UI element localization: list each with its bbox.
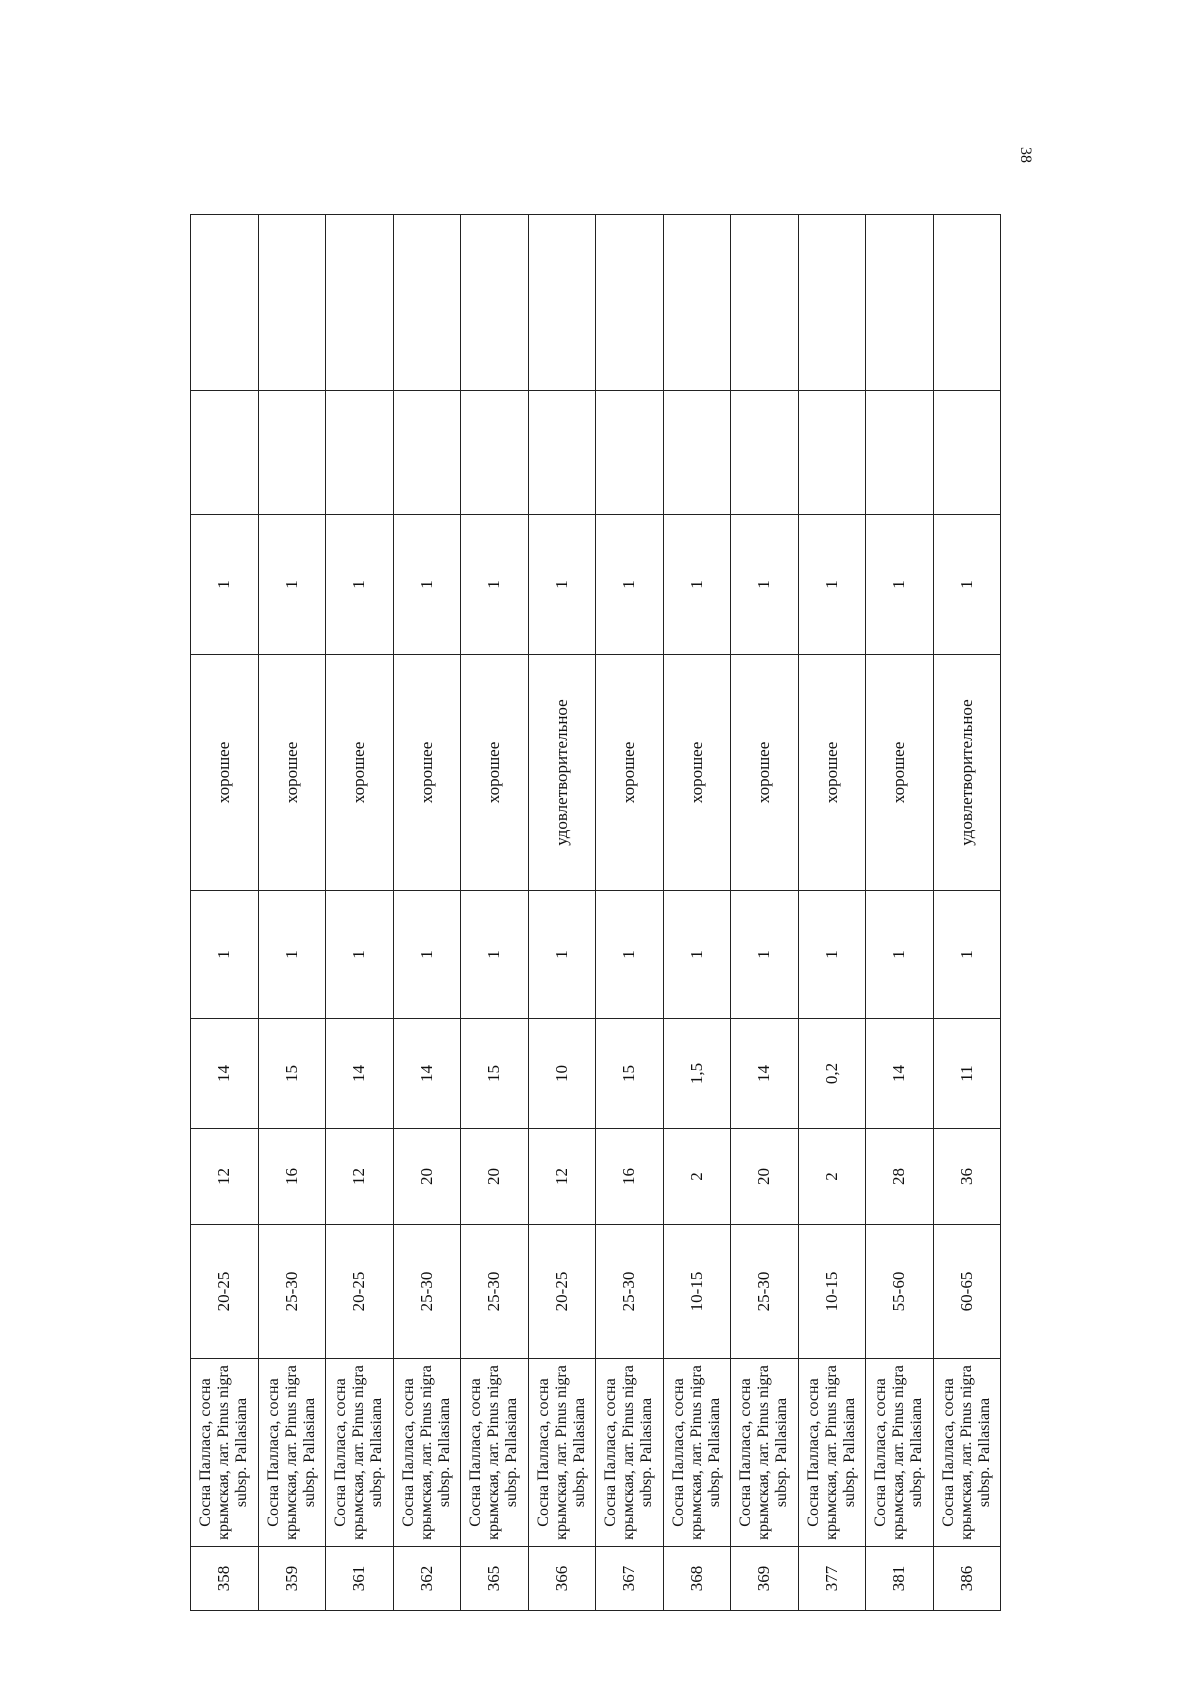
- tree-number-cell: 358: [191, 1547, 259, 1611]
- condition-cell: хорошее: [731, 655, 799, 891]
- diameter-cell: 15: [461, 1019, 529, 1129]
- empty-cell: [191, 391, 259, 515]
- count-cell: 1: [393, 891, 461, 1019]
- table-row: [528, 215, 596, 1611]
- empty-cell: [866, 391, 934, 515]
- notes-cell: [866, 215, 934, 391]
- condition-cell: хорошее: [596, 655, 664, 891]
- notes-cell: [393, 215, 461, 391]
- tree-number-cell: 368: [663, 1547, 731, 1611]
- species-name-cell: Сосна Палласа, сосна крымская, лат. Pinus nigra subsp. Pallasiana: [663, 1359, 731, 1547]
- table-row: [866, 215, 934, 1611]
- age-cell: 25-30: [393, 1225, 461, 1359]
- species-name-cell: Сосна Палласа, сосна крымская, лат. Pinus nigra subsp. Pallasiana: [798, 1359, 866, 1547]
- quantity-cell: 1: [731, 515, 799, 655]
- age-cell: 10-15: [663, 1225, 731, 1359]
- quantity-cell: 1: [326, 515, 394, 655]
- height-cell: 2: [663, 1129, 731, 1225]
- height-cell: 20: [461, 1129, 529, 1225]
- table-row: [933, 215, 1001, 1611]
- empty-cell: [393, 391, 461, 515]
- condition-cell: хорошее: [326, 655, 394, 891]
- notes-cell: [596, 215, 664, 391]
- tree-inventory-table: [190, 214, 1001, 1611]
- condition-cell: хорошее: [663, 655, 731, 891]
- count-cell: 1: [258, 891, 326, 1019]
- count-cell: 1: [933, 891, 1001, 1019]
- quantity-cell: 1: [663, 515, 731, 655]
- diameter-cell: 0,2: [798, 1019, 866, 1129]
- tree-number-cell: 361: [326, 1547, 394, 1611]
- table-row: [798, 215, 866, 1611]
- count-cell: 1: [731, 891, 799, 1019]
- quantity-cell: 1: [596, 515, 664, 655]
- species-name-cell: Сосна Палласа, сосна крымская, лат. Pinus nigra subsp. Pallasiana: [528, 1359, 596, 1547]
- notes-cell: [528, 215, 596, 391]
- height-cell: 12: [528, 1129, 596, 1225]
- height-cell: 2: [798, 1129, 866, 1225]
- age-cell: 25-30: [596, 1225, 664, 1359]
- diameter-cell: 10: [528, 1019, 596, 1129]
- diameter-cell: 14: [191, 1019, 259, 1129]
- empty-cell: [528, 391, 596, 515]
- condition-cell: удовлетворительное: [933, 655, 1001, 891]
- condition-cell: хорошее: [461, 655, 529, 891]
- age-cell: 20-25: [191, 1225, 259, 1359]
- diameter-cell: 14: [866, 1019, 934, 1129]
- species-name-cell: Сосна Палласа, сосна крымская, лат. Pinus nigra subsp. Pallasiana: [596, 1359, 664, 1547]
- empty-cell: [731, 391, 799, 515]
- condition-cell: хорошее: [866, 655, 934, 891]
- table-row: [596, 215, 664, 1611]
- condition-cell: хорошее: [191, 655, 259, 891]
- notes-cell: [191, 215, 259, 391]
- quantity-cell: 1: [191, 515, 259, 655]
- empty-cell: [258, 391, 326, 515]
- diameter-cell: 14: [731, 1019, 799, 1129]
- notes-cell: [258, 215, 326, 391]
- tree-number-cell: 386: [933, 1547, 1001, 1611]
- count-cell: 1: [798, 891, 866, 1019]
- age-cell: 20-25: [528, 1225, 596, 1359]
- table-row: [258, 215, 326, 1611]
- page-number: 38: [1017, 147, 1034, 163]
- species-name-cell: Сосна Палласа, сосна крымская, лат. Pinus nigra subsp. Pallasiana: [326, 1359, 394, 1547]
- age-cell: 25-30: [258, 1225, 326, 1359]
- age-cell: 55-60: [866, 1225, 934, 1359]
- count-cell: 1: [866, 891, 934, 1019]
- count-cell: 1: [461, 891, 529, 1019]
- table-row: [663, 215, 731, 1611]
- tree-number-cell: 381: [866, 1547, 934, 1611]
- age-cell: 20-25: [326, 1225, 394, 1359]
- condition-cell: хорошее: [258, 655, 326, 891]
- height-cell: 12: [191, 1129, 259, 1225]
- age-cell: 25-30: [731, 1225, 799, 1359]
- empty-cell: [461, 391, 529, 515]
- count-cell: 1: [191, 891, 259, 1019]
- age-cell: 60-65: [933, 1225, 1001, 1359]
- quantity-cell: 1: [798, 515, 866, 655]
- tree-number-cell: 367: [596, 1547, 664, 1611]
- notes-cell: [663, 215, 731, 391]
- diameter-cell: 14: [326, 1019, 394, 1129]
- count-cell: 1: [663, 891, 731, 1019]
- notes-cell: [461, 215, 529, 391]
- quantity-cell: 1: [933, 515, 1001, 655]
- tree-number-cell: 365: [461, 1547, 529, 1611]
- empty-cell: [798, 391, 866, 515]
- quantity-cell: 1: [528, 515, 596, 655]
- species-name-cell: Сосна Палласа, сосна крымская, лат. Pinus nigra subsp. Pallasiana: [933, 1359, 1001, 1547]
- notes-cell: [326, 215, 394, 391]
- table-row: [461, 215, 529, 1611]
- species-name-cell: Сосна Палласа, сосна крымская, лат. Pinus nigra subsp. Pallasiana: [393, 1359, 461, 1547]
- height-cell: 36: [933, 1129, 1001, 1225]
- tree-number-cell: 369: [731, 1547, 799, 1611]
- tree-number-cell: 377: [798, 1547, 866, 1611]
- tree-number-cell: 362: [393, 1547, 461, 1611]
- empty-cell: [596, 391, 664, 515]
- count-cell: 1: [528, 891, 596, 1019]
- species-name-cell: Сосна Палласа, сосна крымская, лат. Pinus nigra subsp. Pallasiana: [258, 1359, 326, 1547]
- height-cell: 28: [866, 1129, 934, 1225]
- table-body: [191, 215, 1001, 1611]
- diameter-cell: 1,5: [663, 1019, 731, 1129]
- tree-number-cell: 366: [528, 1547, 596, 1611]
- species-name-cell: Сосна Палласа, сосна крымская, лат. Pinus nigra subsp. Pallasiana: [731, 1359, 799, 1547]
- empty-cell: [326, 391, 394, 515]
- count-cell: 1: [596, 891, 664, 1019]
- age-cell: 25-30: [461, 1225, 529, 1359]
- table-row: [191, 215, 259, 1611]
- notes-cell: [731, 215, 799, 391]
- condition-cell: хорошее: [393, 655, 461, 891]
- table-row: [326, 215, 394, 1611]
- table-row: [731, 215, 799, 1611]
- notes-cell: [933, 215, 1001, 391]
- empty-cell: [933, 391, 1001, 515]
- condition-cell: удовлетворительное: [528, 655, 596, 891]
- age-cell: 10-15: [798, 1225, 866, 1359]
- count-cell: 1: [326, 891, 394, 1019]
- quantity-cell: 1: [461, 515, 529, 655]
- quantity-cell: 1: [866, 515, 934, 655]
- diameter-cell: 11: [933, 1019, 1001, 1129]
- diameter-cell: 15: [596, 1019, 664, 1129]
- quantity-cell: 1: [258, 515, 326, 655]
- quantity-cell: 1: [393, 515, 461, 655]
- species-name-cell: Сосна Палласа, сосна крымская, лат. Pinus nigra subsp. Pallasiana: [461, 1359, 529, 1547]
- height-cell: 16: [596, 1129, 664, 1225]
- height-cell: 16: [258, 1129, 326, 1225]
- height-cell: 12: [326, 1129, 394, 1225]
- notes-cell: [798, 215, 866, 391]
- species-name-cell: Сосна Палласа, сосна крымская, лат. Pinus nigra subsp. Pallasiana: [191, 1359, 259, 1547]
- diameter-cell: 14: [393, 1019, 461, 1129]
- diameter-cell: 15: [258, 1019, 326, 1129]
- rotated-table-container: [190, 215, 1000, 1611]
- table-row: [393, 215, 461, 1611]
- tree-number-cell: 359: [258, 1547, 326, 1611]
- condition-cell: хорошее: [798, 655, 866, 891]
- height-cell: 20: [393, 1129, 461, 1225]
- species-name-cell: Сосна Палласа, сосна крымская, лат. Pinus nigra subsp. Pallasiana: [866, 1359, 934, 1547]
- height-cell: 20: [731, 1129, 799, 1225]
- empty-cell: [663, 391, 731, 515]
